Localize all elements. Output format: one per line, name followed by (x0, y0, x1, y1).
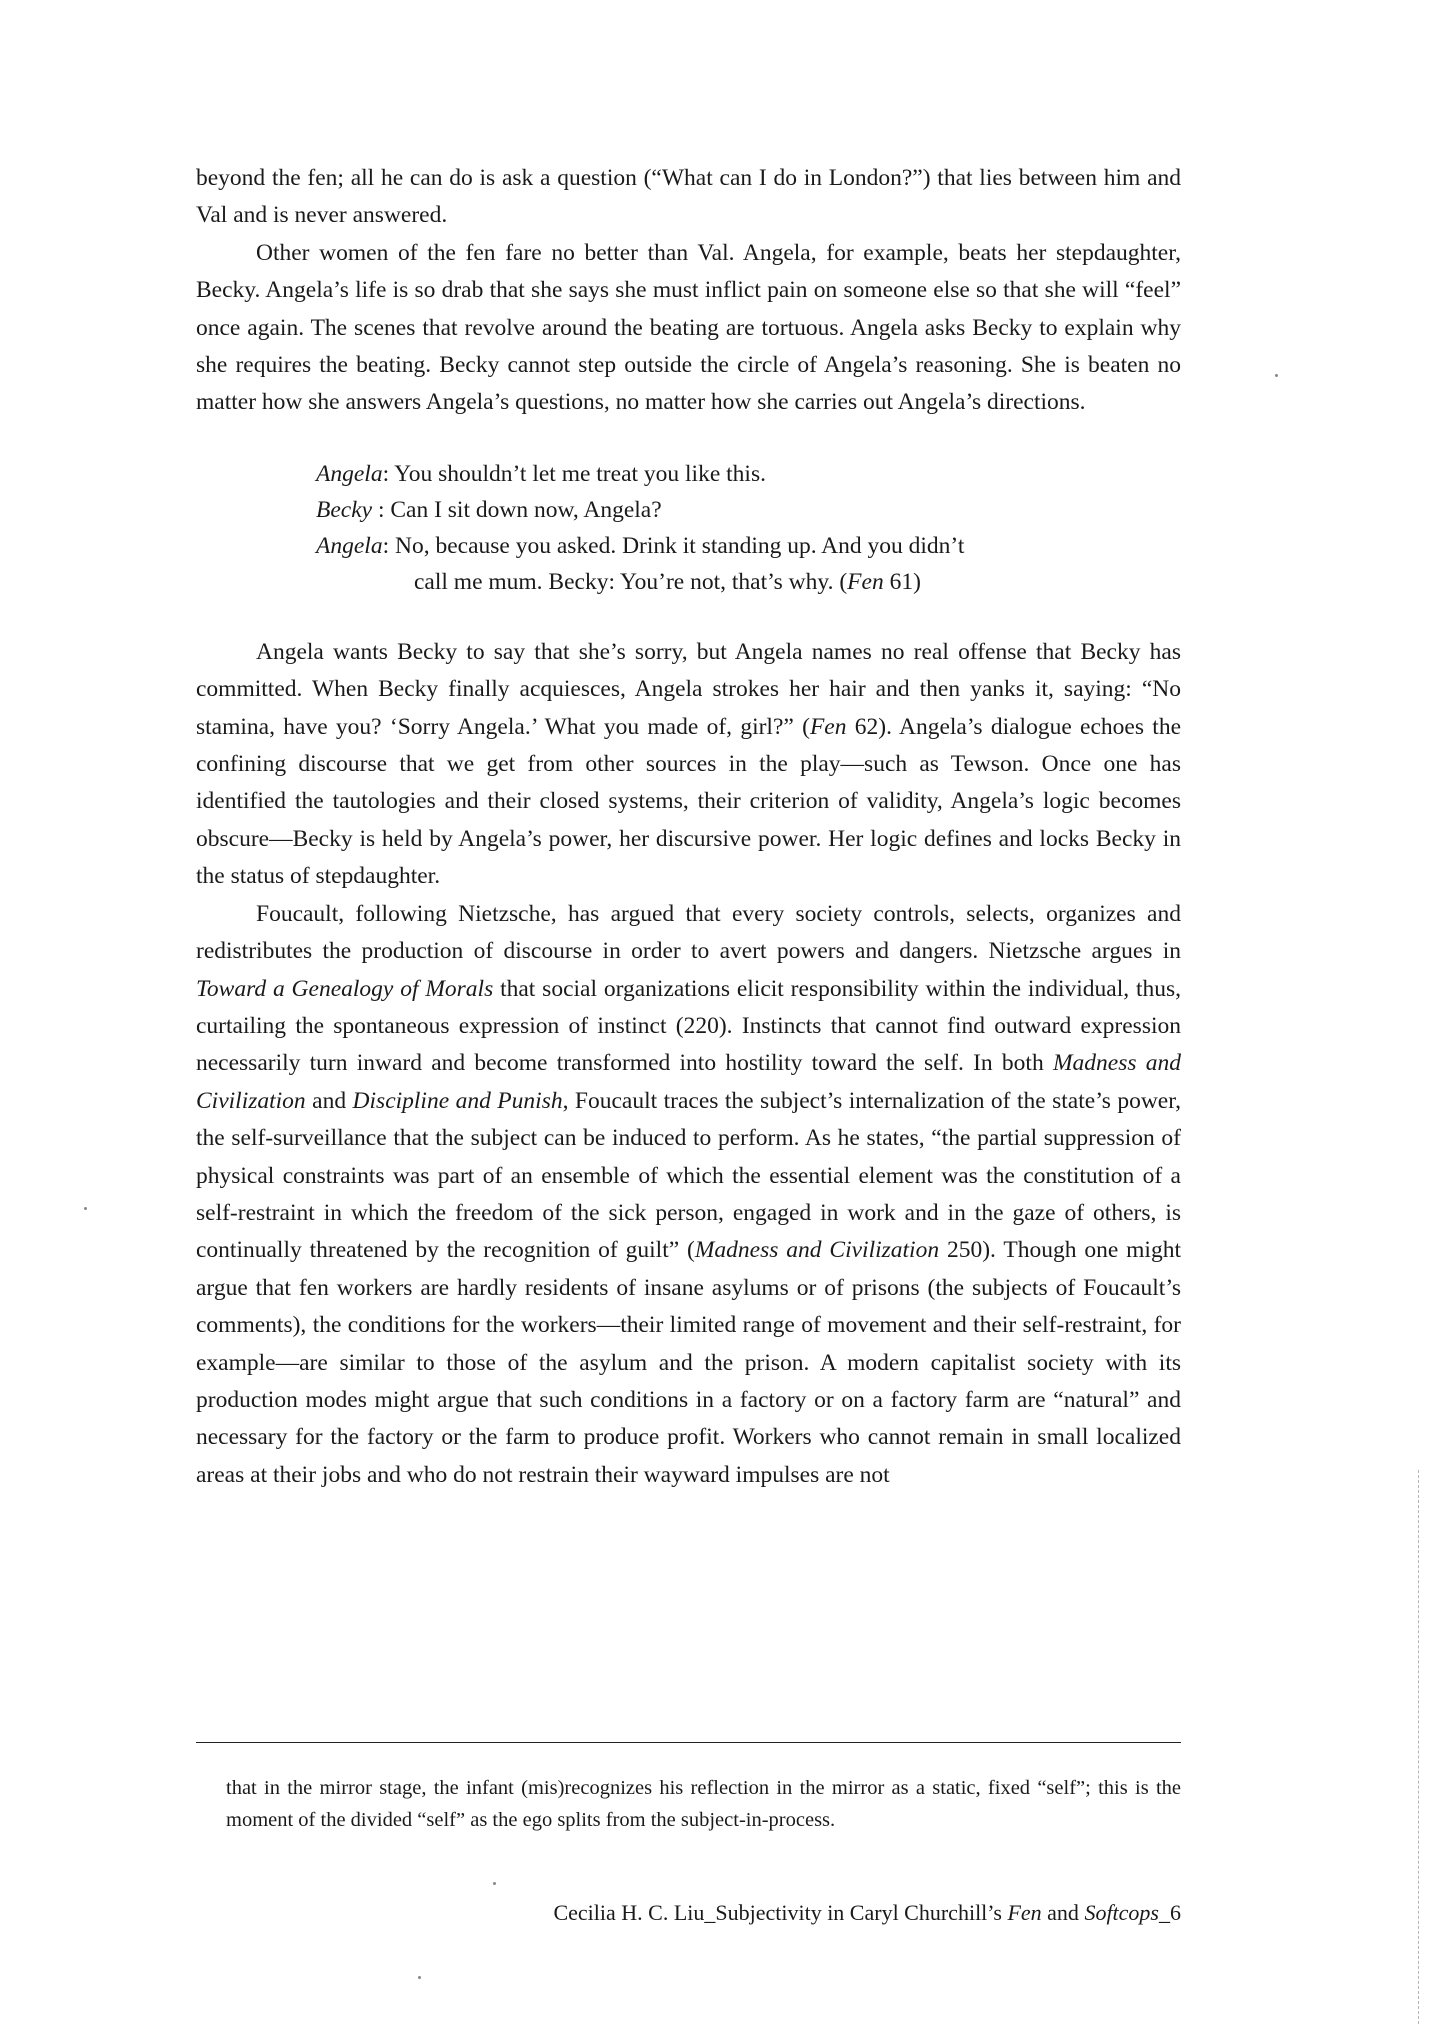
paragraph-3-text-a: Angela wants Becky to say that she’s sorry, but Angela names no real offense that Becky has committed. When Becky finally acquiesces, Angela strokes her hair and then yanks it, saying: “No stamina, have you? ‘Sorry Angela.’ What you made of, girl?” ( (196, 638, 1181, 740)
paragraph-3 (196, 634, 1181, 896)
scan-speck (84, 1207, 87, 1210)
paragraph-4-text-c: and (305, 1087, 353, 1114)
dialogue-text: : Can I sit down now, Angela? (372, 496, 662, 523)
dialogue-line-4 (316, 564, 1181, 600)
dialogue-text: call me mum. Becky: You’re not, that’s why. ( (414, 568, 848, 595)
scan-speck (418, 1976, 421, 1979)
footer-title-italic: Softcops (1084, 1900, 1159, 1925)
scan-speck (493, 1882, 496, 1885)
body-text (196, 160, 1181, 1494)
paragraph-4-text-b: that social organizations elicit responsibility within the individual, thus, curtailing the spontaneous expression of instinct (220). Instincts that cannot find outward expression necessarily turn inward and become transformed into hostility toward the self. In both (196, 975, 1182, 1077)
paragraph-3-text-b: 62). Angela’s dialogue echoes the confining discourse that we get from other sources in the play—such as Tewson. Once one has identified the tautologies and their closed systems, their criterion of validity, Angela’s logic becomes obscure—Becky is held by Angela’s power, her discursive power. Her logic defines and locks Becky in the status of stepdaughter. (196, 713, 1181, 890)
dialogue-line-1 (316, 456, 1181, 492)
page-number: _6 (1159, 1900, 1181, 1925)
book-title: Discipline and Punish (352, 1087, 563, 1114)
footnote: that in the mirror stage, the infant (mis)recognizes his reflection in the mirror as a static, fixed “self”; this is the moment of the divided “self” as the ego splits from the subject-in-process. (226, 1777, 1181, 1831)
book-title: Madness and Civilization (694, 1237, 940, 1264)
paragraph-4-text-d: , Foucault traces the subject’s internalization of the state’s power, the self-surveillance that the subject can be induced to perform. As he states, “the partial suppression of physical constraints was part of an ensemble of which the essential element was the constitution of a self-restraint in which the freedom of the sick person, engaged in work and in the gaze of others, is continually threatened by the recognition of guilt” ( (196, 1087, 1181, 1264)
dialogue-text: : You shouldn’t let me treat you like this. (382, 460, 766, 487)
paragraph-4-text-e: 250). Though one might argue that fen workers are hardly residents of insane asylums or of prisons (the subjects of Foucault’s comments), the conditions for the workers—their limited range of movement and their self-restraint, for example—are similar to those of the asylum and the prison. A modern capitalist society with its production modes might argue that such conditions in a factory or on a factory farm are “natural” and necessary for the factory or the farm to produce profit. Workers who cannot remain in small localized areas at their jobs and who do not restrain their wayward impulses are not (196, 1237, 1181, 1488)
speaker-name: Angela (316, 532, 383, 559)
scan-speck (1275, 374, 1278, 377)
dialogue-quote (316, 456, 1181, 600)
paragraph-2: Other women of the fen fare no better than Val. Angela, for example, beats her stepdaughter, Becky. Angela’s life is so drab that she says she must inflict pain on someone else so that she will “feel” once again. The scenes that revolve around the beating are tortuous. Angela asks Becky to explain why she requires the beating. Becky cannot step outside the circle of Angela’s reasoning. She is beaten no matter how she answers Angela’s questions, no matter how she carries out Angela’s directions. (196, 239, 1181, 416)
scan-edge-mark (1418, 1470, 1419, 2024)
speaker-name: Becky (316, 496, 373, 523)
citation-title: Fen (847, 568, 884, 595)
paragraph-4-text-a: Foucault, following Nietzsche, has argued that every society controls, selects, organizes and redistributes the production of discourse in order to avert powers and dangers. Nietzsche argues in (196, 900, 1181, 965)
footer-text: and (1041, 1900, 1085, 1925)
citation-title: Fen (809, 713, 847, 740)
footnote-divider (196, 1742, 1181, 1743)
citation-page: 61) (883, 568, 921, 595)
dialogue-text: : No, because you asked. Drink it standing up. And you didn’t (382, 532, 965, 559)
paragraph-4 (196, 896, 1181, 1495)
book-title: Toward a Genealogy of Morals (196, 975, 494, 1002)
paragraph-1: beyond the fen; all he can do is ask a question (“What can I do in London?”) that lies between him and Val and is never answered. (196, 165, 1181, 229)
book-title: Madness and Civilization (196, 1050, 1181, 1114)
footer-title-italic: Fen (1007, 1900, 1042, 1925)
speaker-name: Angela (316, 460, 383, 487)
footer-text: Cecilia H. C. Liu_Subjectivity in Caryl Churchill’s (553, 1900, 1008, 1925)
dialogue-line-2 (316, 492, 1181, 528)
dialogue-line-3 (316, 528, 1181, 564)
running-footer (553, 1898, 1181, 1928)
